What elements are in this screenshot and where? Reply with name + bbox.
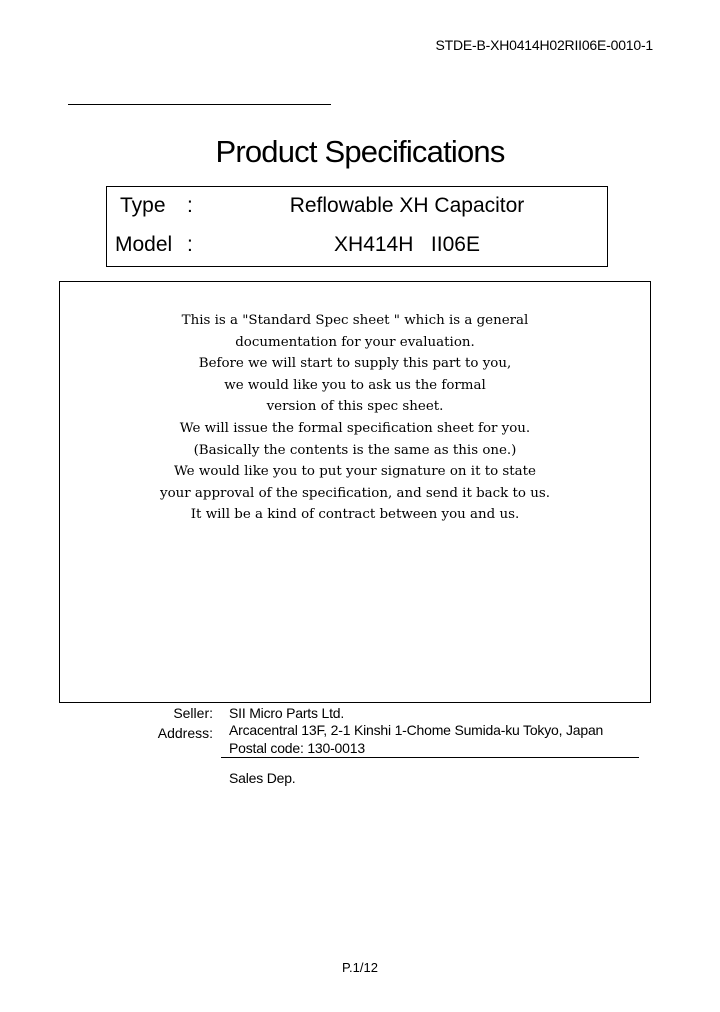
notice-line: your approval of the specification, and send it back to us. bbox=[160, 485, 550, 501]
notice-line: This is a "Standard Spec sheet " which is a general bbox=[181, 313, 529, 328]
notice-line: Before we will start to supply this part to you, bbox=[198, 356, 512, 372]
contact-rule bbox=[221, 757, 639, 758]
notice-line: we would like you to ask us the formal bbox=[224, 377, 486, 393]
seller-value: SII Micro Parts Ltd. bbox=[229, 705, 345, 721]
type-value: Reflowable XH Capacitor bbox=[289, 194, 525, 217]
address-label: Address: bbox=[157, 725, 213, 741]
page-number: P.1/12 bbox=[342, 960, 378, 975]
type-label: Type bbox=[120, 194, 166, 217]
notice-line: It will be a kind of contract between you and us. bbox=[190, 507, 520, 523]
notice-line: (Basically the contents is the same as this one.) bbox=[193, 442, 517, 458]
notice-line: We will issue the formal specification sheet for you. bbox=[179, 420, 531, 436]
notice-line: We would like you to put your signature on it to state bbox=[174, 464, 536, 480]
type-separator: : bbox=[187, 194, 193, 217]
notice-line: documentation for your evaluation. bbox=[235, 334, 475, 350]
document-id: STDE-B-XH0414H02RII06E-0010-1 bbox=[435, 37, 653, 53]
department: Sales Dep. bbox=[229, 770, 296, 786]
model-label: Model bbox=[115, 233, 173, 256]
seller-label: Seller: bbox=[173, 705, 213, 721]
notice-line: version of this spec sheet. bbox=[266, 399, 444, 415]
page-title: Product Specifications bbox=[215, 134, 505, 169]
address-line: Arcacentral 13F, 2-1 Kinshi 1-Chome Sumida-ku Tokyo, Japan bbox=[229, 722, 604, 738]
postal-code: Postal code: 130-0013 bbox=[229, 740, 365, 756]
model-separator: : bbox=[187, 233, 193, 256]
model-value: XH414H II06E bbox=[334, 233, 480, 256]
